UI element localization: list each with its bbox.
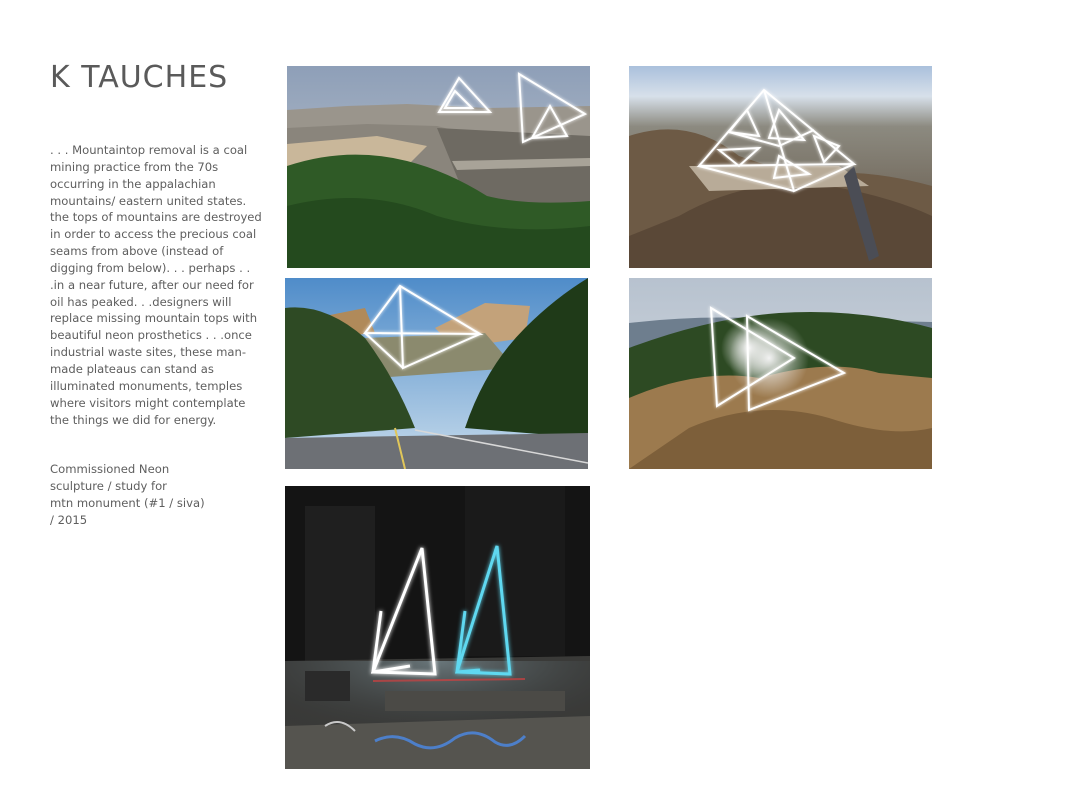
credit-line: sculpture / study for (50, 478, 167, 493)
photo-neon-sculpture-workshop (285, 486, 590, 769)
neon-pyramid-icon (629, 66, 932, 268)
photo-mountaintop-removal-site (287, 66, 590, 268)
credit-line: Commissioned Neon (50, 462, 170, 476)
credit-line: mtn monument (#1 / siva) (50, 495, 205, 510)
neon-triangles-over-blast-icon (629, 278, 932, 469)
photo-highway-cut-neon-triangle (285, 278, 588, 469)
page-title: K TAUCHES (50, 60, 229, 95)
project-description: . . . Mountaintop removal is a coal mining practice from the 70s occurring in the appalachian mountains/ eastern united states. the tops of mountains are destroyed in order to access the precious coal seams from above (instead of digging from below). . . perhaps . . .in a near future, after our need for oil has peaked. . .designers will replace missing mountain tops with beautiful neon prosthetics . . .once industrial waste sites, these man-made plateaus can stand as illuminated monuments, temples where visitors might contemplate the things we did for energy. (50, 143, 262, 427)
project-credit (50, 461, 265, 528)
photo-aerial-mountain-neon-pyramid (629, 66, 932, 268)
neon-sculpture-icon (285, 486, 590, 769)
neon-triangle-icon (285, 278, 588, 469)
neon-triangles-over-mine-icon (287, 66, 590, 268)
credit-line: / 2015 (50, 512, 88, 527)
photo-blast-site-neon-triangles (629, 278, 932, 469)
